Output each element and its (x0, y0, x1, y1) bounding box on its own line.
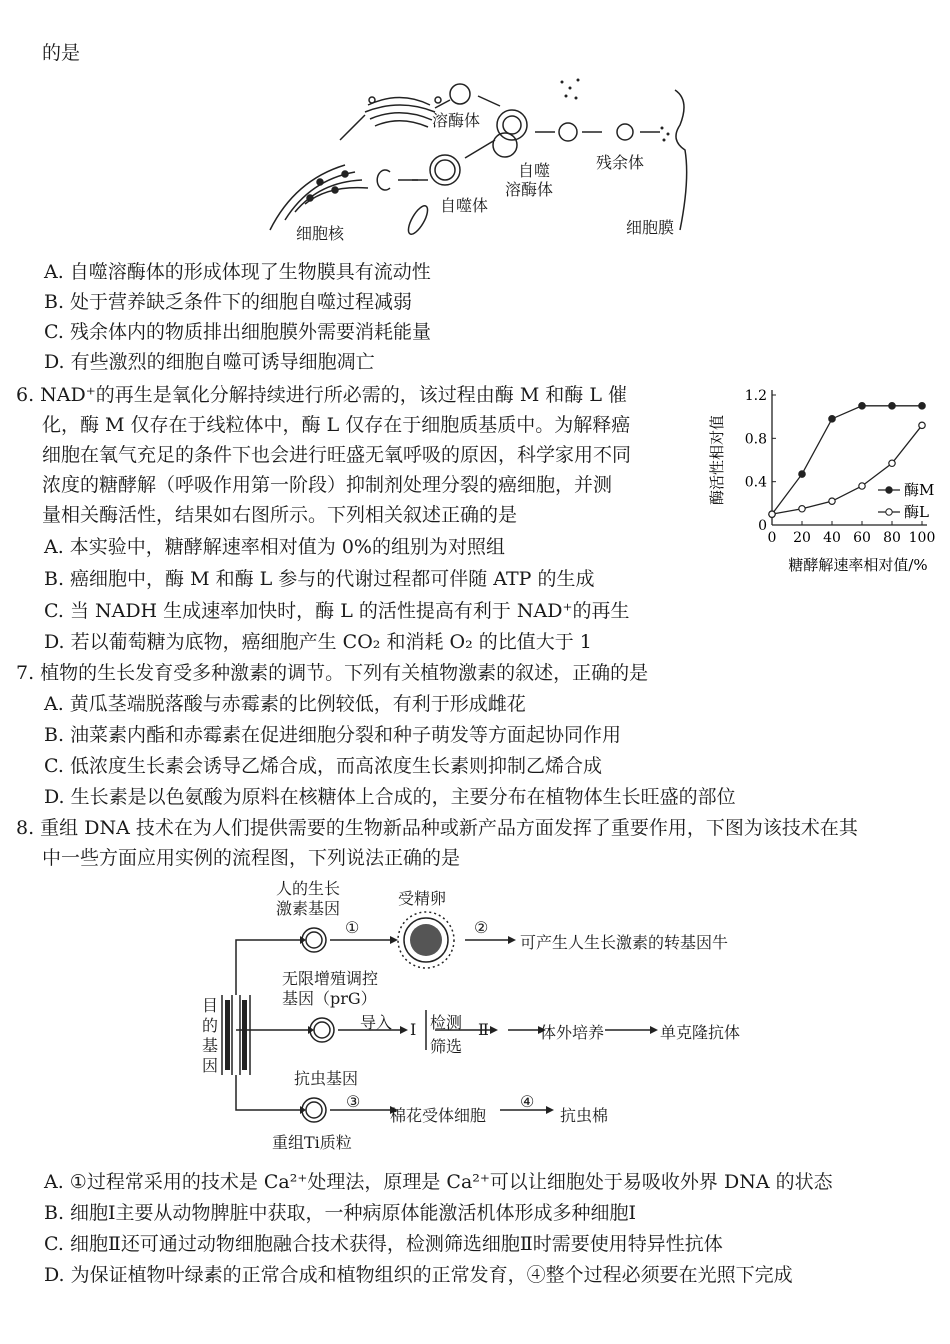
hgh-gene-label-1: 人的生长 (276, 879, 341, 898)
q7-option-b: B. 油菜素内酯和赤霉素在促进细胞分裂和种子萌发等方面起协同作用 (44, 724, 622, 746)
monoclonal-antibody-label: 单克隆抗体 (660, 1023, 741, 1042)
q8-stem-line: 8. 重组 DNA 技术在为人们提供需要的生物新品种或新产品方面发挥了重要作用，下图为该技术在其 (16, 817, 858, 839)
hgh-gene-label-2: 激素基因 (276, 899, 341, 918)
q6-option-a: A. 本实验中，糖酵解速率相对值为 0%的组别为对照组 (44, 536, 505, 558)
q5-option-c: C. 残余体内的物质排出细胞膜外需要消耗能量 (44, 321, 431, 343)
import-label: 导入 (360, 1013, 393, 1032)
q8-option-b: B. 细胞Ⅰ主要从动物脾脏中获取，一种病原体能激活机体形成多种细胞Ⅰ (44, 1202, 637, 1224)
autolysosome-label-1: 自噬 (518, 161, 551, 180)
q6-option-b: B. 癌细胞中，酶 M 和酶 L 参与的代谢过程都可伴随 ATP 的生成 (44, 568, 595, 590)
q8-option-a: A. ①过程常采用的技术是 Ca²⁺处理法，原理是 Ca²⁺可以让细胞处于易吸收外界 DNA 的状态 (44, 1171, 833, 1193)
chart-legend-label: 酶M (904, 481, 935, 499)
insect-resistance-gene-label: 抗虫基因 (294, 1069, 359, 1088)
chart-data-point (799, 506, 805, 512)
chart-data-point (859, 403, 865, 409)
cotton-receptor-cell-label: 棉花受体细胞 (390, 1106, 487, 1125)
transgenic-cow-label: 可产生人生长激素的转基因牛 (520, 933, 729, 952)
chart-x-tick-label: 100 (908, 530, 936, 546)
chart-data-point (889, 460, 895, 466)
cell-membrane-label: 细胞膜 (626, 218, 675, 237)
chart-y-tick-label: 0 (758, 518, 767, 534)
chart-series-line (772, 406, 922, 514)
question-stem-fragment: 的是 (42, 42, 81, 64)
chart-legend-marker (886, 509, 892, 515)
chart-data-point (919, 422, 925, 428)
chart-data-point (829, 416, 835, 422)
chart-x-tick-label: 20 (793, 530, 811, 546)
prg-gene-label-2: 基因（prG） (282, 989, 377, 1008)
step1-label: ① (345, 918, 360, 937)
residual-body-label: 残余体 (596, 153, 645, 172)
chart-data-point (769, 511, 775, 517)
q5-option-b: B. 处于营养缺乏条件下的细胞自噬过程减弱 (44, 291, 413, 313)
chart-series-line (772, 425, 922, 514)
nucleus-label: 细胞核 (296, 224, 345, 243)
target-gene-label: 目 的 基 因 (202, 996, 219, 1075)
chart-y-tick-label: 0.4 (744, 474, 767, 491)
q7-option-c: C. 低浓度生长素会诱导乙烯合成，而高浓度生长素则抑制乙烯合成 (44, 755, 602, 777)
q6-stem-line: 浓度的糖酵解（呼吸作用第一阶段）抑制剂处理分裂的癌细胞，并测 (42, 474, 613, 496)
q8-option-c: C. 细胞Ⅱ还可通过动物细胞融合技术获得，检测筛选细胞Ⅱ时需要使用特异性抗体 (44, 1233, 723, 1255)
fertilized-egg-label: 受精卵 (398, 889, 447, 908)
chart-data-point (859, 483, 865, 489)
q7-option-a: A. 黄瓜茎端脱落酸与赤霉素的比例较低，有利于形成雌花 (44, 693, 526, 715)
chart-data-point (889, 403, 895, 409)
chart-x-tick-label: 60 (853, 530, 871, 546)
chart-x-tick-label: 0 (767, 530, 777, 546)
chart-legend-marker (886, 487, 892, 493)
ti-plasmid-label: 重组Ti质粒 (272, 1133, 352, 1152)
lysosome-label: 溶酶体 (432, 111, 481, 130)
q6-stem-line: 细胞在氧气充足的条件下也会进行旺盛无氧呼吸的原因，科学家用不同 (42, 444, 632, 466)
chart-data-point (799, 471, 805, 477)
q5-option-d: D. 有些激烈的细胞自噬可诱导细胞凋亡 (44, 351, 375, 373)
insect-resistant-cotton-label: 抗虫棉 (560, 1106, 609, 1125)
cell-2-label: Ⅱ (478, 1020, 489, 1039)
autolysosome-label-2: 溶酶体 (505, 180, 554, 199)
chart-y-axis-label: 酶活性相对值 (708, 414, 726, 506)
q6-stem-line: 化，酶 M 仅存在于线粒体中，酶 L 仅存在于细胞质基质中。为解释癌 (42, 414, 631, 436)
chart-x-axis-label: 糖酵解速率相对值/% (788, 556, 928, 574)
chart-legend-label: 酶L (904, 503, 929, 521)
screen-label: 筛选 (430, 1037, 463, 1056)
chart-y-tick-label: 0.8 (744, 431, 767, 448)
step2-label: ② (474, 918, 489, 937)
chart-x-tick-label: 40 (823, 530, 841, 546)
in-vitro-culture-label: 体外培养 (540, 1023, 605, 1042)
q6-option-c: C. 当 NADH 生成速率加快时，酶 L 的活性提高有利于 NAD⁺的再生 (44, 600, 630, 622)
autophagosome-label: 自噬体 (440, 196, 489, 215)
enzyme-activity-chart (700, 380, 945, 580)
q7-stem: 7. 植物的生长发育受多种激素的调节。下列有关植物激素的叙述，正确的是 (16, 662, 649, 684)
chart-data-point (829, 498, 835, 504)
q6-stem-line: 量相关酶活性，结果如右图所示。下列相关叙述正确的是 (42, 504, 518, 526)
step4-label: ④ (520, 1092, 535, 1111)
q8-stem-line: 中一些方面应用实例的流程图，下列说法正确的是 (42, 847, 461, 869)
step3-label: ③ (346, 1092, 361, 1111)
q8-option-d: D. 为保证植物叶绿素的正常合成和植物组织的正常发育，④整个过程必须要在光照下完成 (44, 1264, 793, 1286)
q5-option-a: A. 自噬溶酶体的形成体现了生物膜具有流动性 (44, 261, 431, 283)
cell-1-label: Ⅰ (410, 1020, 417, 1039)
q6-option-d: D. 若以葡萄糖为底物，癌细胞产生 CO₂ 和消耗 O₂ 的比值大于 1 (44, 631, 592, 653)
q6-stem-line: 6. NAD⁺的再生是氧化分解持续进行所必需的，该过程由酶 M 和酶 L 催 (16, 384, 628, 406)
chart-y-tick-label: 1.2 (744, 388, 767, 404)
chart-data-point (919, 403, 925, 409)
detect-label: 检测 (430, 1013, 463, 1032)
q7-option-d: D. 生长素是以色氨酸为原料在核糖体上合成的，主要分布在植物体生长旺盛的部位 (44, 786, 736, 808)
prg-gene-label-1: 无限增殖调控 (282, 969, 379, 988)
chart-x-tick-label: 80 (883, 530, 901, 546)
